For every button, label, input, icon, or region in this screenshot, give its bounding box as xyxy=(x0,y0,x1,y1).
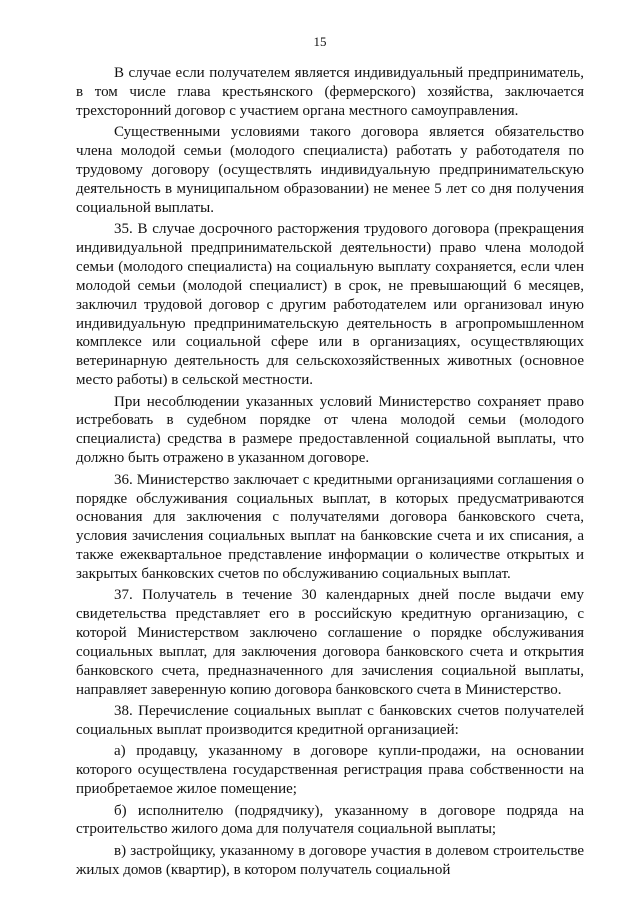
document-body xyxy=(76,64,584,882)
paragraph-tripartite-contract: В случае если получателем является индивидуальный предприниматель, в том числе глава крестьянского (фермерского) хозяйства, заключается трехсторонний договор с участием органа местного самоуправления. xyxy=(76,65,584,119)
list-item-b-contractor: б) исполнителю (подрядчику), указанному в договоре подряда на строительство жилого дома для получателя социальной выплаты; xyxy=(76,802,584,838)
paragraph-37-bank-account: 37. Получатель в течение 30 календарных дней после выдачи ему свидетельства представляет его в российскую кредитную организацию, с которой Министерством заключено соглашение о порядке обслуживания социальных выплат, для заключения договора банковского счета и открытия банковского счета, предназначенного для зачисления социальной выплаты, направляет заверенную копию договора банковского счета в Министерство. xyxy=(76,587,584,698)
paragraph-non-compliance: При несоблюдении указанных условий Министерство сохраняет право истребовать в судебном порядке от члена молодой семьи (молодого специалиста) средства в размере предоставленной социальной выплаты, что должно быть отражено в указанном договоре. xyxy=(76,393,584,467)
paragraph-essential-conditions: Существенными условиями такого договора является обязательство члена молодой семьи (молодого специалиста) работать у работодателя по трудовому договору (осуществлять индивидуальную предпринимательскую деятельность в муниципальном образовании) не менее 5 лет со дня получения социальной выплаты. xyxy=(76,124,584,216)
paragraph-35-early-termination: 35. В случае досрочного расторжения трудового договора (прекращения индивидуальной предпринимательской деятельности) право члена молодой семьи (молодого специалиста) на социальную выплату сохраняется, если член молодой семьи (молодой специалист) в срок, не превышающий 6 месяцев, заключил трудовой договор с другим работодателем или организовал иную индивидуальную предпринимательскую деятельность в агропромышленном комплексе или социальной сфере или в организациях, осуществляющих ветеринарную деятельность для сельскохозяйственных животных (основное место работы) в сельской местности. xyxy=(76,221,584,389)
page-number: 15 xyxy=(313,34,327,49)
list-item-a-seller: а) продавцу, указанному в договоре купли-продажи, на основании которого осуществлена государственная регистрация права собственности на приобретаемое жилое помещение; xyxy=(76,743,584,798)
paragraph-36-credit-agreements: 36. Министерство заключает с кредитными организациями соглашения о порядке обслуживания социальных выплат, в которых предусматриваются основания для заключения с получателями договора банковского счета, условия зачисления социальных выплат на банковские счета и их списания, а также ежеквартальное представление информации о количестве открытых и закрытых банковских счетов по обслуживанию социальных выплат. xyxy=(76,471,584,583)
paragraph-38-transfers: 38. Перечисление социальных выплат с банковских счетов получателей социальных выплат производится кредитной организацией: xyxy=(76,703,584,739)
list-item-c-developer: в) застройщику, указанному в договоре участия в долевом строительстве жилых домов (квартир), в котором получатель социальной xyxy=(76,842,584,878)
